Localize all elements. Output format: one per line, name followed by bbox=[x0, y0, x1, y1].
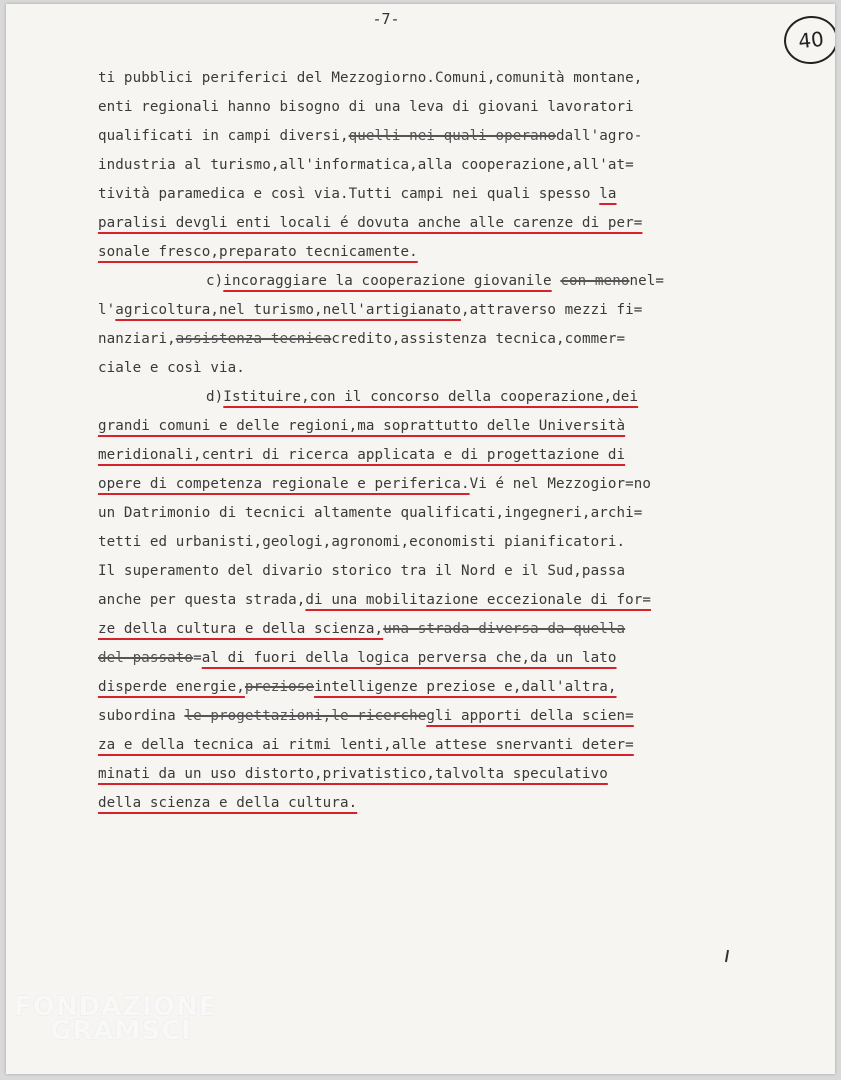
text-line bbox=[98, 354, 738, 383]
underlined-text: incoraggiare la cooperazione giovanile bbox=[223, 273, 552, 289]
text-line bbox=[98, 238, 738, 267]
text-line bbox=[98, 731, 738, 760]
text-segment: tività paramedica e così via.Tutti campi nei quali spesso bbox=[98, 186, 600, 202]
text-line bbox=[98, 325, 738, 354]
text-line bbox=[98, 557, 738, 586]
pen-mark bbox=[725, 950, 729, 962]
underlined-text: ze della cultura e della scienza, bbox=[98, 621, 384, 637]
archive-number-circled: 40 bbox=[782, 13, 835, 66]
typed-text-body bbox=[98, 64, 738, 818]
underlined-text: intelligenze preziose e,dall'altra, bbox=[314, 679, 617, 695]
struck-text: del passato bbox=[98, 650, 194, 666]
text-line bbox=[98, 760, 738, 789]
text-segment: d) bbox=[206, 389, 224, 405]
underlined-text: opere di competenza regionale e periferica. bbox=[98, 476, 470, 492]
struck-text: una strada diversa da quella bbox=[383, 621, 626, 637]
underlined-text: sonale fresco,preparato tecnicamente. bbox=[98, 244, 418, 260]
text-segment: ,attraverso mezzi fi= bbox=[460, 302, 643, 318]
underlined-text: minati da un uso distorto,privatistico,talvolta speculativo bbox=[98, 766, 608, 782]
text-line bbox=[98, 528, 738, 557]
underlined-text: di una mobilitazione eccezionale di for= bbox=[305, 592, 652, 608]
text-segment: enti regionali hanno bisogno di una leva di giovani lavoratori bbox=[98, 99, 634, 115]
text-line bbox=[98, 267, 738, 296]
text-segment: qualificati in campi diversi, bbox=[98, 128, 349, 144]
struck-text: preziose bbox=[244, 679, 315, 695]
text-segment: l' bbox=[98, 302, 116, 318]
text-line bbox=[98, 180, 738, 209]
text-line bbox=[98, 64, 738, 93]
text-segment: ciale e così via. bbox=[98, 360, 245, 376]
text-segment: nel= bbox=[629, 273, 665, 289]
struck-text: con-meno bbox=[560, 273, 630, 289]
text-line bbox=[98, 383, 738, 412]
text-line bbox=[98, 209, 738, 238]
underlined-text: paralisi devgli enti locali é dovuta anche alle carenze di per= bbox=[98, 215, 643, 231]
text-line bbox=[98, 470, 738, 499]
underlined-text: della scienza e della cultura. bbox=[98, 795, 358, 811]
text-segment: credito,assistenza tecnica,commer= bbox=[331, 331, 626, 347]
text-segment: tetti ed urbanisti,geologi,agronomi,economisti pianificatori. bbox=[98, 534, 626, 550]
document-page bbox=[6, 4, 835, 1074]
text-line bbox=[98, 615, 738, 644]
underlined-text: za e della tecnica ai ritmi lenti,alle attese snervanti deter= bbox=[98, 737, 634, 753]
underlined-text: Istituire,con il concorso della cooperazione,dei bbox=[223, 389, 639, 405]
struck-text: quelli nei quali operano bbox=[348, 128, 557, 144]
underlined-text: disperde energie, bbox=[98, 679, 245, 695]
text-line bbox=[98, 586, 738, 615]
text-segment: dall'agro- bbox=[556, 128, 643, 144]
watermark-logo bbox=[14, 992, 217, 1046]
text-line bbox=[98, 122, 738, 151]
underlined-text: agricoltura,nel turismo,nell'artigianato bbox=[115, 302, 461, 318]
text-line bbox=[98, 93, 738, 122]
text-line bbox=[98, 644, 738, 673]
text-line bbox=[98, 789, 738, 818]
struck-text: le progettazioni,le ricerche bbox=[184, 708, 427, 724]
text-line bbox=[98, 673, 738, 702]
text-segment: un Datrimonio di tecnici altamente qualificati,ingegneri,archi= bbox=[98, 505, 643, 521]
underlined-text: grandi comuni e delle regioni,ma soprattutto delle Università bbox=[98, 418, 626, 434]
text-segment: c) bbox=[206, 273, 224, 289]
text-segment: subordina bbox=[98, 708, 185, 724]
text-segment: industria al turismo,all'informatica,alla cooperazione,all'at= bbox=[98, 157, 634, 173]
page-number: -7- bbox=[372, 10, 400, 28]
underlined-text: meridionali,centri di ricerca applicata e di progettazione di bbox=[98, 447, 626, 463]
text-line bbox=[98, 412, 738, 441]
text-segment: Il superamento del divario storico tra il Nord e il Sud,passa bbox=[98, 563, 626, 579]
text-segment: anche per questa strada, bbox=[98, 592, 306, 608]
text-line bbox=[98, 441, 738, 470]
watermark-line-1: FONDAZIONE bbox=[14, 992, 218, 1022]
underlined-text: gli apporti della scien= bbox=[426, 708, 634, 724]
text-line bbox=[98, 702, 738, 731]
text-line bbox=[98, 296, 738, 325]
text-segment: = bbox=[193, 650, 202, 666]
text-segment: ti pubblici periferici del Mezzogiorno.Comuni,comunità montane, bbox=[98, 70, 643, 86]
text-segment: nanziari, bbox=[98, 331, 176, 347]
struck-text: assistenza tecnica bbox=[175, 331, 332, 347]
text-line bbox=[98, 499, 738, 528]
text-line bbox=[98, 151, 738, 180]
text-segment: Vi é nel Mezzogior=no bbox=[469, 476, 652, 492]
underlined-text: la bbox=[599, 186, 617, 202]
watermark-line-2: GRAMSCI bbox=[50, 1016, 192, 1046]
underlined-text: al di fuori della logica perversa che,da un lato bbox=[201, 650, 617, 666]
